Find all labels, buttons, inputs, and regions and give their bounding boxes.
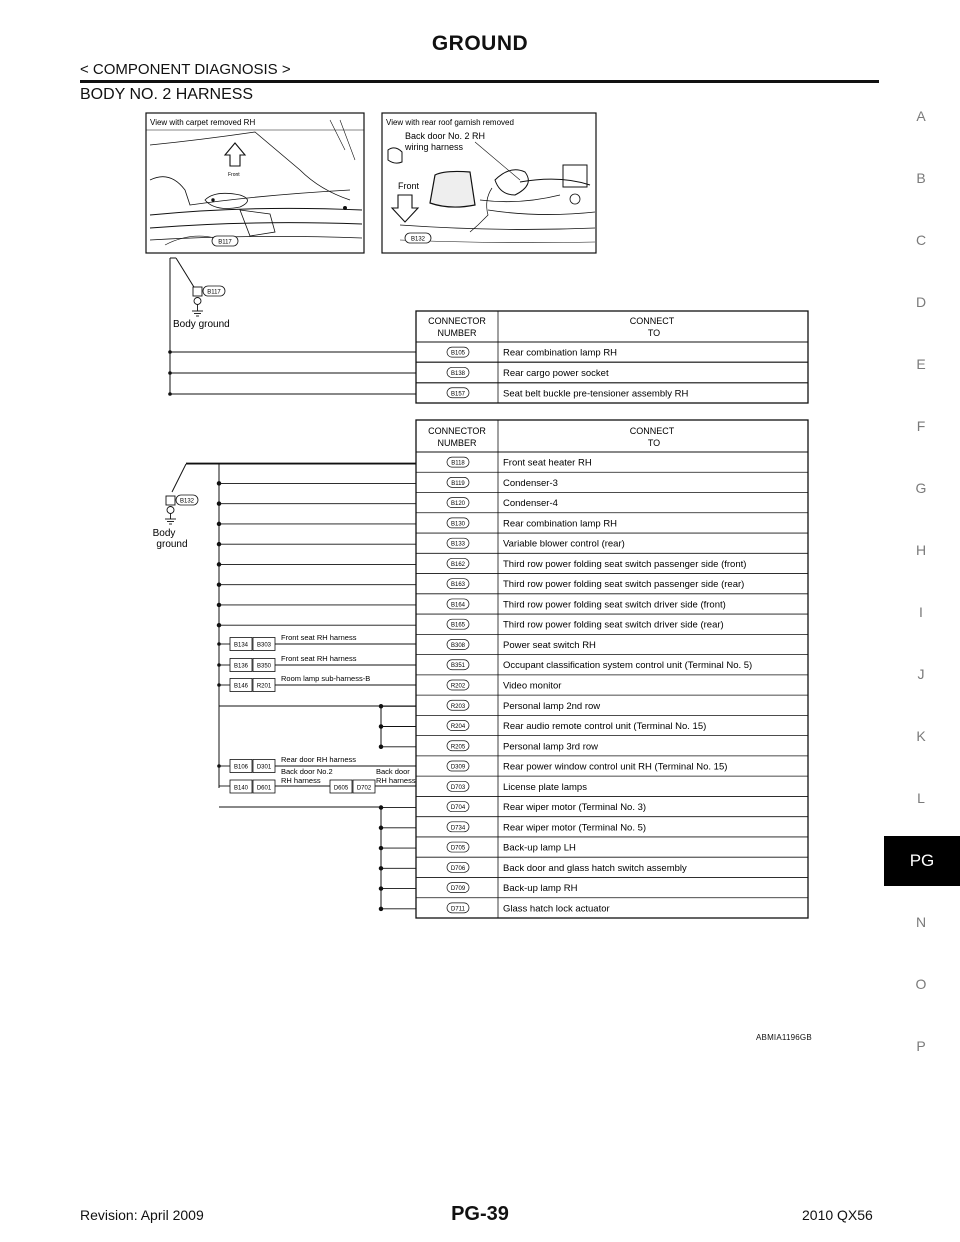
table1-connector-number: B105 [450, 350, 466, 357]
index-letter-o[interactable]: O [915, 976, 927, 992]
wire-junction [217, 663, 221, 667]
harness-connector-1: B136 [233, 663, 249, 670]
backdoor-label-2b: RH harness [376, 776, 416, 785]
section-subtitle: < COMPONENT DIAGNOSIS > [80, 61, 291, 78]
table1-connect-to: Seat belt buckle pre-tensioner assembly RH [503, 388, 689, 400]
wire-junction [217, 583, 221, 587]
harness-connector-1: B134 [233, 642, 249, 649]
table2-connect-to: Condenser-4 [503, 498, 558, 510]
index-letter-k[interactable]: K [916, 728, 926, 744]
table1-connector-number: B157 [450, 391, 466, 398]
table2-connector-number: D709 [450, 886, 466, 893]
table2-connect-to: Back door and glass hatch switch assembly [503, 862, 687, 874]
table2-connect-to: Rear audio remote control unit (Terminal No. 15) [503, 721, 707, 733]
backdoor-label-1b: RH harness [281, 776, 321, 785]
photo-right-callout-1: Back door No. 2 RH [405, 131, 486, 141]
wire-junction [217, 502, 221, 506]
table1-connect-to: Rear cargo power socket [503, 367, 609, 379]
footer-model: 2010 QX56 [802, 1207, 873, 1223]
ground-symbol-1 [192, 287, 203, 316]
index-letter-p[interactable]: P [916, 1038, 926, 1054]
table2-connector-number: R202 [450, 683, 466, 690]
ground-2-connector: B132 [179, 498, 195, 505]
wire-junction [217, 642, 221, 646]
ground-wire-2 [172, 464, 416, 909]
wire-junction [217, 603, 221, 607]
index-letter-a[interactable]: A [916, 108, 926, 124]
table2-connector-number: D703 [450, 784, 466, 791]
harness-connector-2: B350 [256, 663, 272, 670]
photo-left-front-label: Front [228, 172, 240, 178]
table2-connect-to: Third row power folding seat switch driver side (front) [503, 599, 726, 611]
table2-connect-to: Video monitor [503, 680, 562, 692]
table2-connect-to: Back-up lamp RH [503, 883, 578, 895]
wire-junction [217, 542, 221, 546]
footer-page-number: PG-39 [451, 1203, 509, 1225]
index-letter-l[interactable]: L [917, 790, 925, 806]
wire-junction [217, 623, 221, 627]
table-1-header-col1-2: NUMBER [437, 328, 477, 338]
table2-connector-number: D704 [450, 805, 466, 812]
footer-revision: Revision: April 2009 [80, 1207, 204, 1223]
table2-connect-to: Third row power folding seat switch passenger side (front) [503, 558, 747, 570]
index-letter-e[interactable]: E [916, 356, 926, 372]
table2-connector-number: B130 [450, 521, 466, 528]
table2-connector-number: B162 [450, 561, 466, 568]
table2-connect-to: Condenser-3 [503, 477, 558, 489]
index-tab-pg-active[interactable]: PG [884, 836, 960, 886]
harness-connector-2: B303 [256, 642, 272, 649]
wire-junction [379, 806, 383, 810]
table2-connector-number: R203 [450, 703, 466, 710]
harness-label: Rear door RH harness [281, 755, 357, 764]
photo-right-connector: B132 [410, 236, 426, 243]
table2-connector-number: R204 [450, 724, 466, 731]
wire-junction [217, 683, 221, 687]
harness-connector-2: D301 [256, 764, 272, 771]
table2-connect-to: Rear wiper motor (Terminal No. 5) [503, 822, 647, 834]
photo-right-caption: View with rear roof garnish removed [386, 118, 514, 127]
ground-1-label: Body ground [173, 319, 230, 330]
table-1-header-col2-1: CONNECT [629, 316, 675, 326]
index-letter-j[interactable]: J [917, 666, 925, 682]
index-letter-c[interactable]: C [915, 232, 927, 248]
wire-junction [379, 907, 383, 911]
harness-connector-1: B146 [233, 683, 249, 690]
harness-label: Front seat RH harness [281, 654, 357, 663]
index-letter-i[interactable]: I [919, 604, 923, 620]
table2-connect-to: Rear combination lamp RH [503, 518, 618, 530]
harness-label: Front seat RH harness [281, 633, 357, 642]
table2-connect-to: Front seat heater RH [503, 457, 592, 469]
table2-connector-number: B118 [451, 460, 465, 467]
table2-connector-number: B120 [450, 501, 466, 508]
wire-junction [217, 563, 221, 567]
table2-connector-number: D309 [450, 764, 466, 771]
index-letter-g[interactable]: G [915, 480, 927, 496]
table2-connect-to: Personal lamp 2nd row [503, 700, 601, 712]
index-letter-n[interactable]: N [915, 914, 927, 930]
table2-connector-number: B164 [450, 602, 466, 609]
index-letter-f[interactable]: F [916, 418, 926, 434]
wire-junction [379, 846, 383, 850]
table2-connector-number: B165 [450, 622, 466, 629]
harness-label: Room lamp sub-harness-B [281, 674, 371, 683]
table2-connect-to: Third row power folding seat switch driver side (rear) [503, 619, 724, 631]
backdoor-label-1a: Back door No.2 [281, 767, 333, 776]
harness-connector-1: B106 [233, 764, 249, 771]
table2-connect-to: Back-up lamp LH [503, 842, 576, 854]
table2-connect-to: Glass hatch lock actuator [503, 903, 610, 915]
table2-connect-to: Variable blower control (rear) [503, 538, 625, 550]
table2-connect-to: License plate lamps [503, 781, 587, 793]
table2-connector-number: B308 [450, 642, 466, 649]
table2-connector-number: D711 [451, 906, 465, 913]
backdoor-label-2a: Back door [376, 767, 410, 776]
page-title: GROUND [431, 32, 529, 55]
table2-connect-to: Rear power window control unit RH (Terminal No. 15) [503, 761, 728, 773]
wire-junction [217, 522, 221, 526]
ground-2-label-2: ground [156, 539, 188, 550]
index-letter-b[interactable]: B [916, 170, 926, 186]
photo-right-callout-2: wiring harness [405, 142, 464, 152]
backdoor-connector-2: D601 [256, 785, 272, 792]
table2-connect-to: Third row power folding seat switch passenger side (rear) [503, 579, 745, 591]
wire-junction [379, 826, 383, 830]
index-letter-h[interactable]: H [915, 542, 927, 558]
backdoor-connector-3: D605 [333, 785, 349, 792]
table2-connector-number: D734 [450, 825, 466, 832]
table2-connector-number: B119 [451, 480, 465, 487]
table1-connect-to: Rear combination lamp RH [503, 347, 618, 359]
table2-connect-to: Occupant classification system control unit (Terminal No. 5) [503, 660, 753, 672]
backdoor-connector-4: D702 [356, 785, 372, 792]
photo-left-connector: B117 [218, 239, 232, 246]
ground-2-label-1: Body [152, 528, 176, 539]
wire-junction [217, 482, 221, 486]
table-1-header-col2-2: TO [647, 328, 661, 338]
table2-connector-number: R205 [450, 744, 466, 751]
table-2-header-col1-1: CONNECTOR [428, 426, 486, 436]
table2-connector-number: D706 [450, 865, 466, 872]
figure-code: ABMIA1196GB [756, 1033, 812, 1042]
table2-connector-number: B163 [450, 582, 466, 589]
ground-1-connector: B117 [207, 289, 221, 296]
table1-connector-number: B138 [450, 370, 466, 377]
table2-connect-to: Personal lamp 3rd row [503, 741, 599, 753]
table-2-header-col2-1: CONNECT [629, 426, 675, 436]
photo-right-front-label: Front [398, 181, 420, 191]
table2-connect-to: Power seat switch RH [503, 639, 596, 651]
index-letter-d[interactable]: D [915, 294, 927, 310]
wire-junction [379, 745, 383, 749]
photo-carpet-removed [146, 113, 364, 253]
table-2-header-col2-2: TO [647, 438, 661, 448]
wire-junction [379, 725, 383, 729]
table-1-header-col1-1: CONNECTOR [428, 316, 486, 326]
table2-connect-to: Rear wiper motor (Terminal No. 3) [503, 802, 647, 814]
section-heading: BODY NO. 2 HARNESS [80, 86, 254, 103]
wire-junction [379, 887, 383, 891]
table2-connector-number: D705 [450, 845, 466, 852]
photo-left-caption: View with carpet removed RH [150, 118, 256, 127]
wire-junction [379, 867, 383, 871]
table2-connector-number: B351 [450, 663, 466, 670]
table2-connector-number: B133 [450, 541, 466, 548]
table-2-header-col1-2: NUMBER [437, 438, 477, 448]
ground-symbol-2 [165, 496, 176, 524]
harness-connector-2: R201 [256, 683, 272, 690]
wire-junction [217, 764, 221, 768]
backdoor-connector-1: B140 [233, 785, 249, 792]
